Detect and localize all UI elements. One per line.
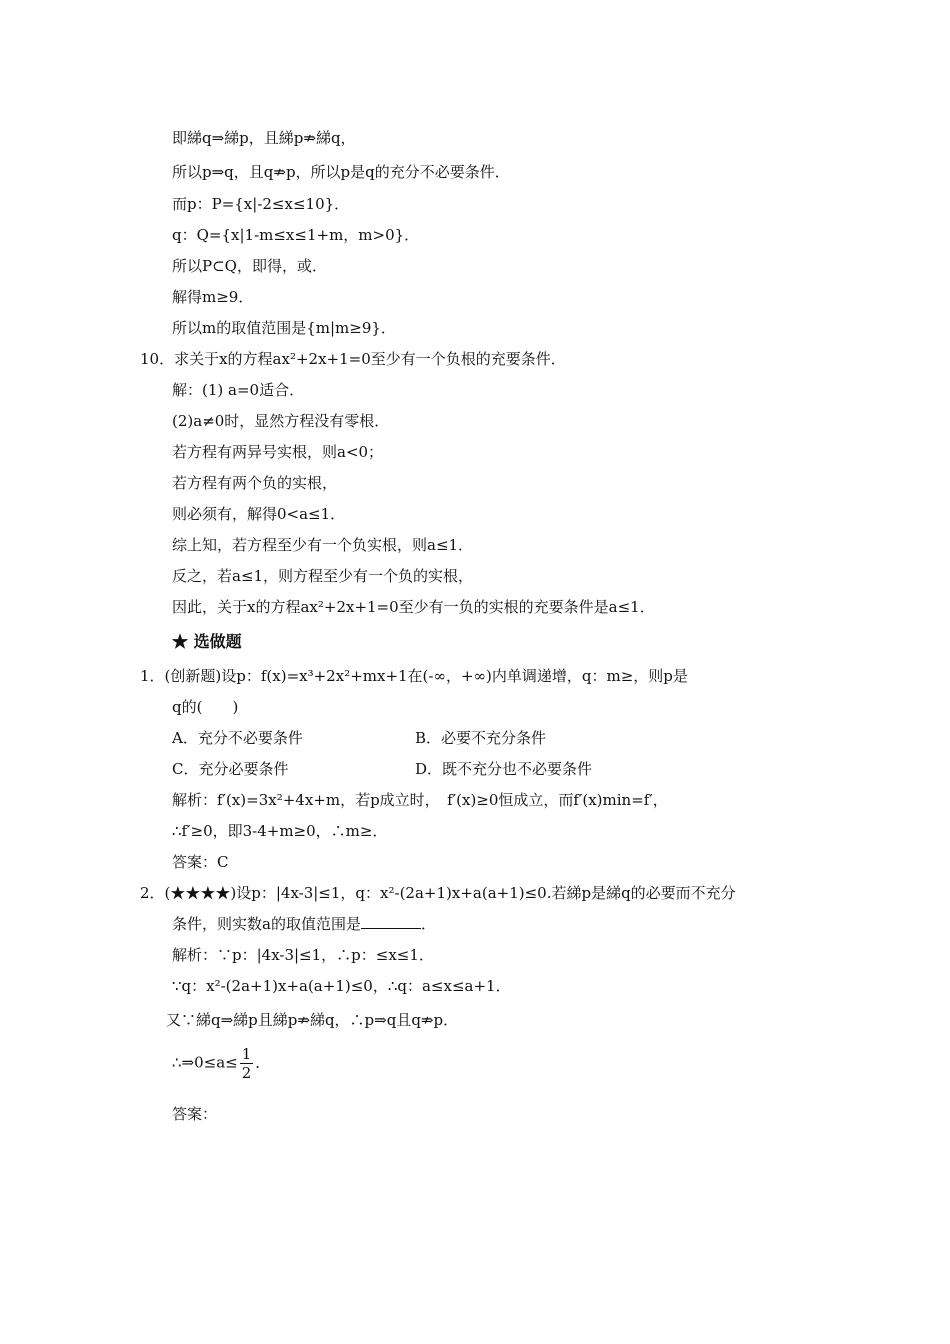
text-line: 又∵綈q⇒綈p且綈p⇏綈q，∴p⇒q且q⇏p． <box>166 1011 459 1029</box>
text-line: 反之，若a≤1，则方程至少有一个负的实根， <box>172 567 474 585</box>
text-line: 即綈q⇒綈p，且綈p⇏綈q， <box>172 129 356 147</box>
text-line: 解析：f′(x)=3x²+4x+m，若p成立时， f′(x)≥0恒成立，而f′(x)min=f′， <box>172 791 668 809</box>
text-line: q的( ) <box>172 698 239 716</box>
text-line: q：Q={x|1-m≤x≤1+m，m>0}． <box>172 226 420 244</box>
text-line: 综上知，若方程至少有一个负实根，则a≤1． <box>172 536 474 554</box>
text-line: 所以m的取值范围是{m|m≥9}． <box>172 319 396 337</box>
fraction-denominator: 2 <box>241 1064 252 1082</box>
fraction-numerator: 1 <box>241 1045 252 1063</box>
answer-line: 答案：C <box>172 853 229 871</box>
text-segment: ． <box>255 1053 271 1072</box>
text-line: 若方程有两个负的实根， <box>172 474 338 492</box>
option-c: C．充分必要条件 <box>172 760 289 778</box>
text-line <box>172 914 436 934</box>
answer-blank <box>361 914 421 929</box>
option-a: A．充分不必要条件 <box>172 729 303 747</box>
text-line: 因此，关于x的方程ax²+2x+1=0至少有一负的实根的充要条件是a≤1． <box>172 598 655 616</box>
fraction <box>240 1045 254 1082</box>
text-line: ∵q：x²-(2a+1)x+a(a+1)≤0，∴q：a≤x≤a+1． <box>172 977 511 995</box>
option-d: D．既不充分也不必要条件 <box>415 760 593 778</box>
text-line: 解析：∵p：|4x-3|≤1，∴p：≤x≤1． <box>172 946 434 964</box>
text-segment: ． <box>420 915 436 933</box>
text-segment: 条件，则实数a的取值范围是 <box>172 915 361 933</box>
question-2: 2．(★★★★)设p：|4x-3|≤1，q：x²-(2a+1)x+a(a+1)≤0.若綈p是綈q的必要而不充分 <box>140 884 736 902</box>
text-line: 若方程有两异号实根，则a<0； <box>172 443 384 461</box>
answer-line: 答案： <box>172 1105 218 1123</box>
text-line <box>172 1045 270 1082</box>
text-line: 解：(1) a=0适合． <box>172 381 305 399</box>
text-segment: ∴⇒0≤a≤ <box>172 1053 238 1072</box>
text-line: 则必须有，解得0<a≤1． <box>172 505 346 523</box>
text-line: (2)a≠0时，显然方程没有零根． <box>172 412 390 430</box>
text-line: 而p：P={x|-2≤x≤10}． <box>172 195 350 213</box>
text-line: ∴f′≥0，即3-4+m≥0，∴m≥． <box>172 822 388 840</box>
question-10: 10．求关于x的方程ax²+2x+1=0至少有一个负根的充要条件． <box>140 350 566 368</box>
text-line: 所以P⊂Q，即得，或． <box>172 257 327 275</box>
text-line: 所以p⇒q，且q⇏p，所以p是q的充分不必要条件． <box>172 163 510 181</box>
text-line: 解得m≥9． <box>172 288 254 306</box>
section-heading: ★ 选做题 <box>172 632 242 651</box>
question-1: 1．(创新题)设p：f(x)=x³+2x²+mx+1在(-∞，+∞)内单调递增，q：m≥，则p是 <box>140 667 688 685</box>
option-b: B．必要不充分条件 <box>415 729 547 747</box>
